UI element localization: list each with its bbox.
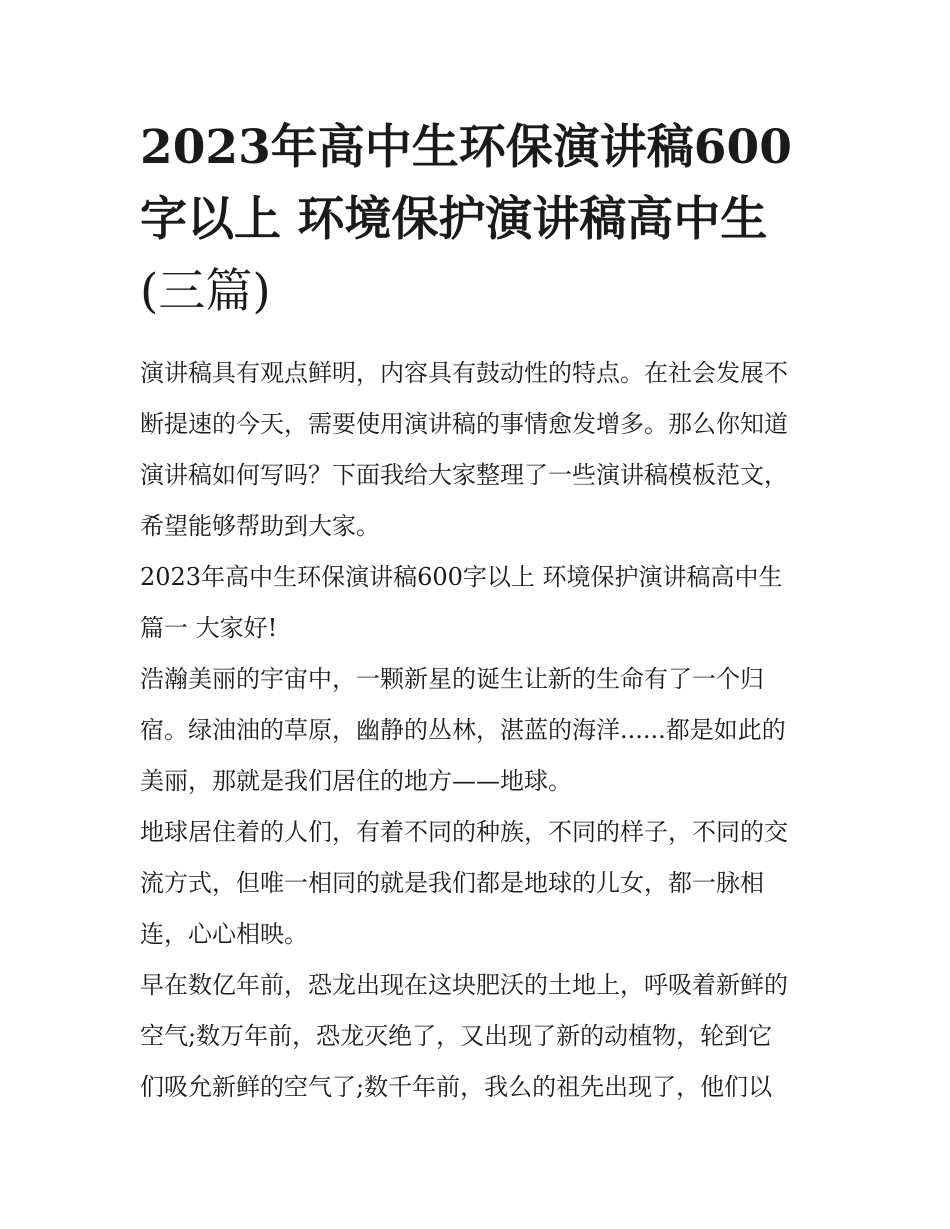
text-line: 美丽，那就是我们居住的地方——地球。: [140, 767, 572, 795]
title-line: 2023年高中生环保演讲稿600: [140, 120, 792, 175]
paragraph-people: [140, 807, 820, 960]
title-line: (三篇): [140, 264, 271, 319]
text-line: 浩瀚美丽的宇宙中，一颗新星的诞生让新的生命有了一个归: [140, 665, 764, 693]
document-body: [140, 348, 820, 1113]
paragraph-universe: [140, 654, 820, 807]
document-page: [140, 112, 820, 1113]
text-line: 断提速的今天，需要使用演讲稿的事情愈发增多。那么你知道: [140, 410, 788, 438]
text-line: 2023年高中生环保演讲稿600字以上 环境保护演讲稿高中生: [140, 563, 783, 591]
paragraph-section-heading: [140, 552, 820, 654]
text-line: 早在数亿年前，恐龙出现在这块肥沃的土地上，呼吸着新鲜的: [140, 971, 788, 999]
text-line: 篇一 大家好!: [140, 614, 278, 642]
text-line: 希望能够帮助到大家。: [140, 512, 380, 540]
paragraph-history: [140, 960, 820, 1113]
text-line: 连，心心相映。: [140, 920, 308, 948]
paragraph-intro: [140, 348, 820, 552]
title-line: 字以上 环境保护演讲稿高中生: [140, 192, 768, 247]
text-line: 们吸允新鲜的空气了;数千年前，我么的祖先出现了，他们以: [140, 1073, 773, 1101]
text-line: 地球居住着的人们，有着不同的种族，不同的样子，不同的交: [140, 818, 788, 846]
text-line: 空气;数万年前，恐龙灭绝了，又出现了新的动植物，轮到它: [140, 1022, 773, 1050]
text-line: 演讲稿如何写吗？下面我给大家整理了一些演讲稿模板范文，: [140, 461, 788, 489]
text-line: 演讲稿具有观点鲜明，内容具有鼓动性的特点。在社会发展不: [140, 359, 788, 387]
text-line: 宿。绿油油的草原，幽静的丛林，湛蓝的海洋......都是如此的: [140, 716, 786, 744]
document-title: [140, 112, 820, 328]
text-line: 流方式，但唯一相同的就是我们都是地球的儿女，都一脉相: [140, 869, 764, 897]
